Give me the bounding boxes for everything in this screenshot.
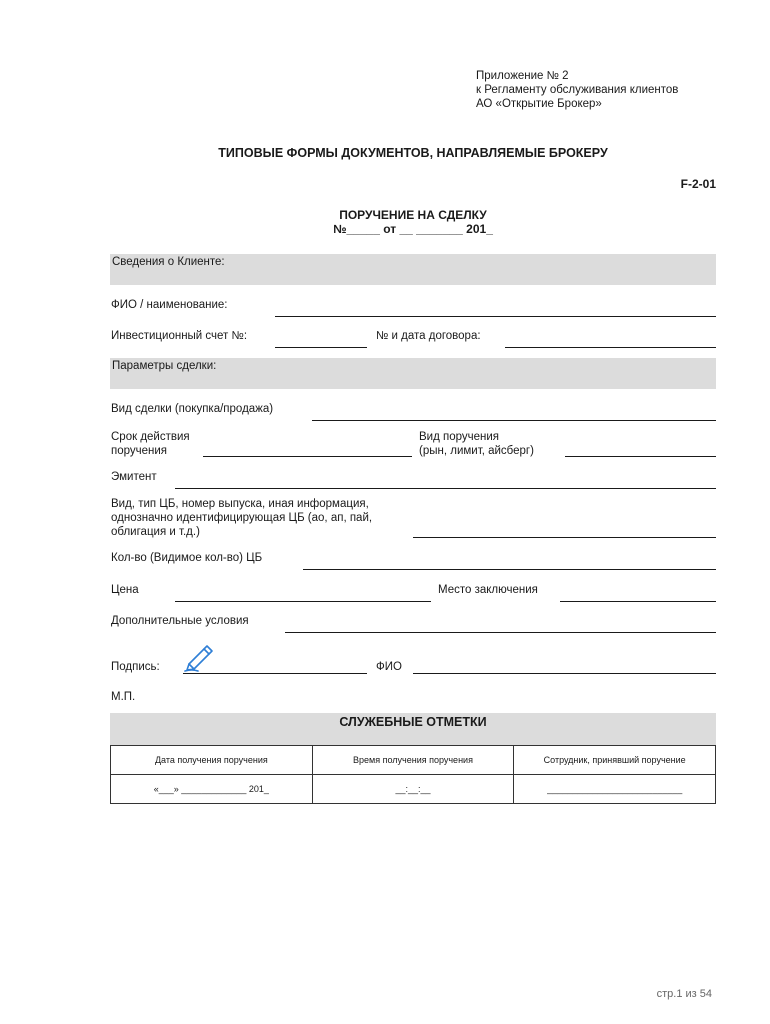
deal-section-band bbox=[110, 358, 716, 389]
quantity-field[interactable] bbox=[303, 569, 716, 570]
signature-field[interactable] bbox=[183, 673, 367, 674]
issuer-label: Эмитент bbox=[111, 471, 157, 483]
deal-type-field[interactable] bbox=[312, 420, 716, 421]
appendix-note bbox=[476, 69, 678, 111]
contract-label: № и дата договора: bbox=[376, 330, 481, 342]
employee-cell[interactable]: ___________________________ bbox=[514, 775, 716, 804]
table-header-row bbox=[111, 746, 716, 775]
fio-label: ФИО / наименование: bbox=[111, 299, 228, 311]
received-time-cell[interactable]: __:__:__ bbox=[312, 775, 514, 804]
validity-field[interactable] bbox=[203, 456, 412, 457]
security-label-3: облигация и т.д.) bbox=[111, 526, 200, 538]
client-section-band bbox=[110, 254, 716, 285]
signer-fio-label: ФИО bbox=[376, 661, 402, 673]
account-label: Инвестиционный счет №: bbox=[111, 330, 248, 342]
contract-field[interactable] bbox=[505, 347, 716, 348]
deal-section-header: Параметры сделки: bbox=[112, 360, 217, 372]
order-type-label-1: Вид поручения bbox=[419, 431, 500, 443]
stamp-label: М.П. bbox=[111, 691, 136, 703]
security-label-2: однозначно идентифицирующая ЦБ (ао, ап, пай, bbox=[111, 512, 373, 524]
price-field[interactable] bbox=[175, 601, 431, 602]
received-date-cell[interactable]: «___» _____________ 201_ bbox=[111, 775, 313, 804]
service-section-header: СЛУЖЕБНЫЕ ОТМЕТКИ bbox=[339, 715, 487, 729]
security-field[interactable] bbox=[413, 537, 716, 538]
validity-label-2: поручения bbox=[111, 445, 168, 457]
appendix-line-1: Приложение № 2 bbox=[476, 70, 569, 82]
extra-conditions-label: Дополнительные условия bbox=[111, 615, 249, 627]
order-title: ПОРУЧЕНИЕ НА СДЕЛКУ bbox=[339, 208, 487, 222]
place-label: Место заключения bbox=[438, 584, 538, 596]
place-field[interactable] bbox=[560, 601, 716, 602]
appendix-line-2: к Регламенту обслуживания клиентов bbox=[476, 84, 679, 96]
received-time-header: Время получения поручения bbox=[312, 746, 514, 775]
document-title: ТИПОВЫЕ ФОРМЫ ДОКУМЕНТОВ, НАПРАВЛЯЕМЫЕ БРОКЕРУ bbox=[218, 146, 608, 160]
service-marks-table bbox=[110, 745, 716, 804]
issuer-field[interactable] bbox=[175, 488, 716, 489]
table-row bbox=[111, 775, 716, 804]
account-field[interactable] bbox=[275, 347, 367, 348]
service-section-band bbox=[110, 713, 716, 745]
client-section-header: Сведения о Клиенте: bbox=[112, 256, 225, 268]
order-number: №_____ от __ _______ 201_ bbox=[333, 222, 493, 236]
validity-label-1: Срок действия bbox=[111, 431, 190, 443]
deal-type-label: Вид сделки (покупка/продажа) bbox=[111, 403, 274, 415]
form-code: F-2-01 bbox=[680, 177, 716, 191]
appendix-line-3: АО «Открытие Брокер» bbox=[476, 98, 602, 110]
signature-label: Подпись: bbox=[111, 661, 160, 673]
price-label: Цена bbox=[111, 584, 139, 596]
signer-fio-field[interactable] bbox=[413, 673, 716, 674]
employee-header: Сотрудник, принявший поручение bbox=[514, 746, 716, 775]
signature-pen-icon[interactable] bbox=[183, 640, 217, 672]
order-type-field[interactable] bbox=[565, 456, 716, 457]
order-type-label-2: (рын, лимит, айсберг) bbox=[419, 445, 534, 457]
quantity-label: Кол-во (Видимое кол-во) ЦБ bbox=[111, 552, 263, 564]
fio-field[interactable] bbox=[275, 316, 716, 317]
extra-conditions-field[interactable] bbox=[285, 632, 716, 633]
security-label-1: Вид, тип ЦБ, номер выпуска, иная информация, bbox=[111, 498, 369, 510]
page-number: стр.1 из 54 bbox=[656, 988, 712, 1000]
received-date-header: Дата получения поручения bbox=[111, 746, 313, 775]
